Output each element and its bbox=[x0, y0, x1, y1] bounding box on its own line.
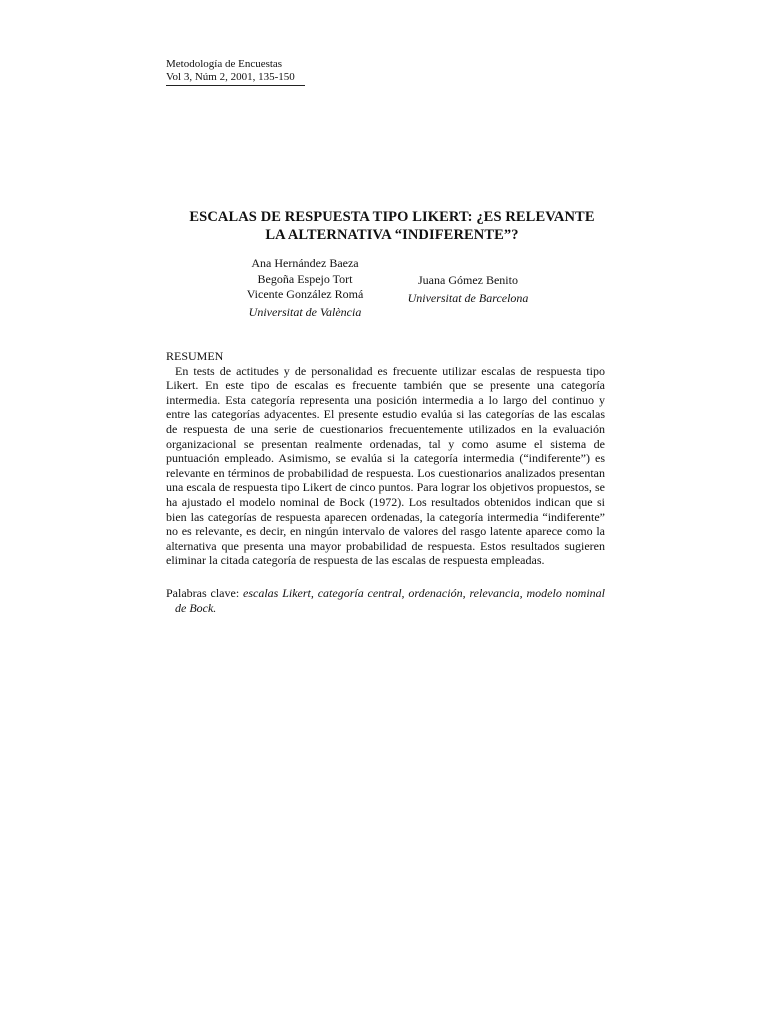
author-name: Vicente González Romá bbox=[246, 287, 364, 301]
keywords-terms: escalas Likert, categoría central, ordenación, relevancia, modelo nominal de Bock. bbox=[175, 586, 605, 615]
author-name: Juana Gómez Benito bbox=[418, 273, 518, 287]
author-name: Begoña Espejo Tort bbox=[257, 271, 353, 286]
abstract-heading: RESUMEN bbox=[166, 349, 224, 363]
authors-group-valencia bbox=[230, 256, 380, 320]
abstract-body: En tests de actitudes y de personalidad es frecuente utilizar escalas de respuesta tipo Likert. En este tipo de escalas es frecuente también que se presente una categoría intermedia. Esta categoría representa una posición intermedia a lo largo del continuo y entre las categorías adyacentes. El presente estudio evalúa si las categorías de las escalas de respuesta de una serie de cuestionarios frecuentemente utilizados en la evaluación organizacional se presentan realmente ordenadas, tal y como asume el sistema de puntuación empleado. Asimismo, se evalúa si la categoría intermedia (“indiferente”) es relevante en términos de probabilidad de respuesta. Los cuestionarios analizados presentan una escala de respuesta tipo Likert de cinco puntos. Para lograr los objetivos propuestos, se ha ajustado el modelo nominal de Bock (1972). Los resultados obtenidos indican que si bien las categorías de respuesta aparecen ordenadas, la categoría intermedia “indiferente” no es relevante, es decir, en ningún intervalo de valores del rasgo latente aparece como la alternativa que presenta una mayor probabilidad de respuesta. Estos resultados sugieren eliminar la citada categoría de respuesta de las escalas de respuesta empleadas. bbox=[166, 363, 605, 568]
journal-header bbox=[166, 58, 305, 86]
title-line-1: ESCALAS DE RESPUESTA TIPO LIKERT: ¿ES RELEVANTE bbox=[189, 209, 595, 225]
paper-title bbox=[166, 208, 618, 244]
authors-group-barcelona bbox=[396, 273, 540, 306]
author-name: Ana Hernández Baeza bbox=[251, 256, 359, 270]
keywords-section bbox=[166, 586, 605, 615]
title-line-2: LA ALTERNATIVA “INDIFERENTE”? bbox=[265, 227, 519, 243]
author-affiliation: Universitat de Barcelona bbox=[407, 290, 529, 305]
author-affiliation: Universitat de València bbox=[248, 304, 362, 319]
header-rule bbox=[166, 85, 305, 86]
journal-name: Metodología de Encuestas bbox=[166, 58, 283, 70]
keywords-label: Palabras clave: bbox=[166, 586, 240, 600]
journal-volume: Vol 3, Núm 2, 2001, 135-150 bbox=[166, 71, 295, 83]
abstract-section bbox=[166, 349, 605, 568]
